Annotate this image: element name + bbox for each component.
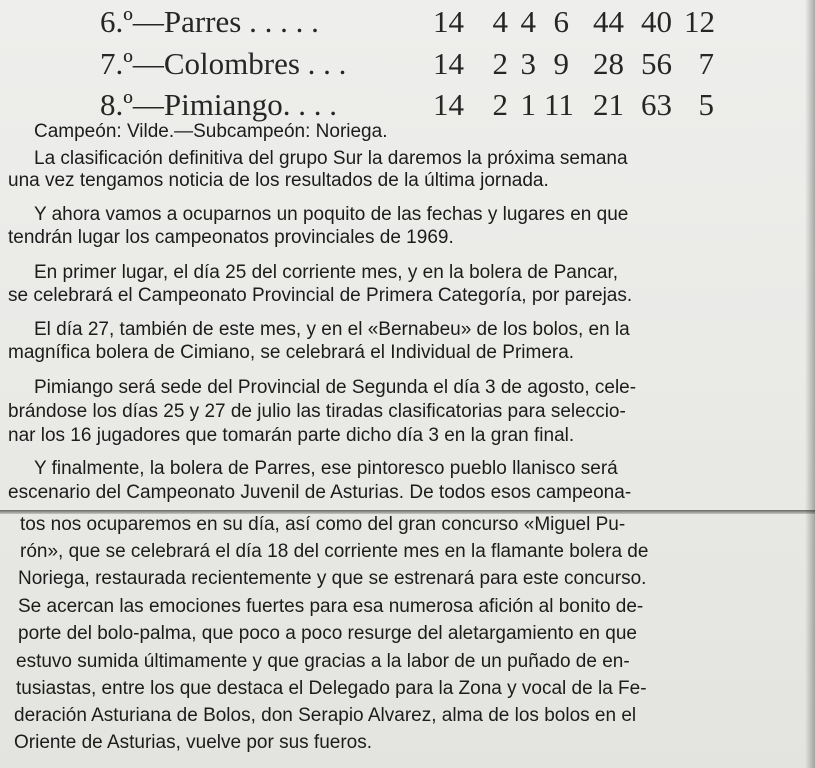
text-line: Noriega, restaurada recientemente y que se estrenará para este concurso.	[18, 568, 647, 589]
team-name: 8.º—Pimiango. . . .	[100, 87, 337, 122]
stat-won: 2	[492, 87, 508, 122]
stat-won: 2	[492, 46, 508, 81]
text-line: magnífica bolera de Cimiano, se celebrará el Individual de Primera.	[8, 342, 575, 363]
team-name: 7.º—Colombres . . .	[100, 46, 347, 81]
text-line: La clasificación definitiva del grupo Sur la daremos la próxima semana	[34, 148, 628, 169]
text-line: una vez tengamos noticia de los resultados de la última jornada.	[8, 170, 549, 191]
text-line: rón», que se celebrará el día 18 del corriente mes en la flamante bolera de	[20, 541, 649, 562]
text-line: El día 27, también de este mes, y en el «Bernabeu» de los bolos, en la	[34, 319, 630, 340]
text-line: Campeón: Vilde.—Subcampeón: Noriega.	[34, 121, 388, 142]
scan-edge-shadow	[805, 0, 815, 768]
text-line: tusiastas, entre los que destaca el Delegado para la Zona y vocal de la Fe-	[16, 678, 647, 699]
text-line: tos nos ocuparemos en su día, así como del gran concurso «Miguel Pu-	[20, 514, 626, 535]
stat-for: 44	[593, 4, 624, 39]
text-line: Oriente de Asturias, vuelve por sus fueros.	[14, 732, 373, 753]
text-line: En primer lugar, el día 25 del corriente mes, y en la bolera de Pancar,	[34, 262, 619, 283]
text-line: Se acercan las emociones fuertes para esa numerosa afición al bonito de-	[18, 596, 644, 617]
text-line: nar los 16 jugadores que tomarán parte dicho día 3 en la gran final.	[8, 425, 575, 446]
team-name: 6.º—Parres . . . . .	[100, 4, 319, 39]
text-line: Y ahora vamos a ocuparnos un poquito de las fechas y lugares en que	[34, 204, 629, 225]
stat-drawn: 1	[520, 87, 536, 122]
text-line: Y finalmente, la bolera de Parres, ese pintoresco pueblo llanisco será	[34, 458, 618, 479]
text-line: porte del bolo-palma, que poco a poco resurge del aletargamiento en que	[18, 623, 637, 644]
stat-drawn: 3	[520, 46, 536, 81]
stat-played: 14	[433, 46, 464, 81]
text-line: estuvo sumida últimamente y que gracias a la labor de un puñado de en-	[16, 651, 630, 672]
stat-points: 7	[698, 46, 714, 81]
page-fold-crease	[0, 510, 815, 514]
stat-drawn: 4	[520, 4, 536, 39]
stat-played: 14	[433, 4, 464, 39]
stat-won: 4	[492, 4, 508, 39]
stat-lost: 6	[553, 4, 569, 39]
stat-lost: 11	[544, 87, 574, 122]
stat-for: 28	[593, 46, 624, 81]
stat-against: 63	[641, 87, 672, 122]
stat-lost: 9	[553, 46, 569, 81]
stat-against: 56	[641, 46, 672, 81]
stat-for: 21	[593, 87, 624, 122]
text-line: Pimiango será sede del Provincial de Segunda el día 3 de agosto, cele-	[34, 377, 637, 398]
stat-points: 5	[698, 87, 714, 122]
text-line: brándose los días 25 y 27 de julio las tiradas clasificatorias para seleccio-	[8, 401, 626, 422]
text-line: deración Asturiana de Bolos, don Serapio Alvarez, alma de los bolos en el	[14, 705, 637, 726]
text-line: escenario del Campeonato Juvenil de Asturias. De todos esos campeona-	[8, 482, 632, 503]
stat-played: 14	[433, 87, 464, 122]
stat-points: 12	[684, 4, 715, 39]
text-line: se celebrará el Campeonato Provincial de Primera Categoría, por parejas.	[8, 285, 633, 306]
text-line: tendrán lugar los campeonatos provinciales de 1969.	[8, 227, 454, 248]
stat-against: 40	[641, 4, 672, 39]
